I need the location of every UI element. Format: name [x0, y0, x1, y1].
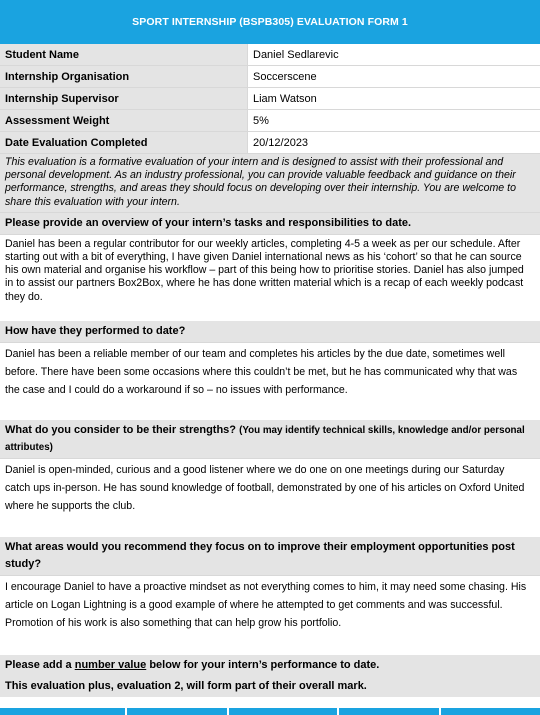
student-label: Student Name	[0, 44, 248, 65]
rating-table-header	[0, 708, 540, 715]
date-value: 20/12/2023	[253, 136, 309, 149]
student-value: Daniel Sedlarevic	[253, 48, 339, 61]
supervisor-row	[0, 88, 540, 110]
rating-underlined: number value	[74, 659, 147, 672]
student-row	[0, 44, 540, 66]
form-title: SPORT INTERNSHIP (BSPB305) EVALUATION FORM 1	[132, 16, 408, 28]
supervisor-label: Internship Supervisor	[0, 88, 248, 109]
weight-label: Assessment Weight	[0, 110, 248, 131]
rating-line-1	[5, 655, 535, 676]
rating-prefix: Please add a	[5, 659, 72, 672]
rating-col-1	[0, 708, 127, 715]
question-strengths-text: What do you consider to be their strengths?	[5, 423, 237, 436]
rating-col-3	[229, 708, 339, 715]
weight-row	[0, 110, 540, 132]
date-row	[0, 132, 540, 154]
date-label: Date Evaluation Completed	[0, 132, 248, 153]
question-strengths	[0, 420, 540, 459]
form-header	[0, 0, 540, 44]
organisation-value: Soccerscene	[253, 70, 317, 83]
intro-text: This evaluation is a formative evaluation of your intern and is designed to assist with their professional and personal development. As an industry professional, you can provide valuable feedback and guidance on their performance, strengths, and areas they should focus on developing over their internship. You are welcome to share this evaluation with your intern.	[0, 154, 540, 213]
rating-instructions	[0, 655, 540, 697]
question-tasks: Please provide an overview of your intern’s tasks and responsibilities to date.	[0, 213, 540, 235]
organisation-row	[0, 66, 540, 88]
weight-value: 5%	[253, 114, 269, 127]
answer-performance: Daniel has been a reliable member of our team and completes his articles by the due date, sometimes well before. There have been some occasions where this couldn’t be met, but he has communicated why that was the case and I could do a workaround if so – no issues with performance.	[0, 343, 540, 420]
supervisor-value: Liam Watson	[253, 92, 317, 105]
answer-tasks: Daniel has been a regular contributor for our weekly articles, completing 4-5 a week as per our schedule. After starting out with a bit of everything, I have given Daniel international news as his ‘cohort’ so that he can source his own material and organise his workflow – part of this being how to prioritise stories. Daniel has also jumped in to assist our partners Box2Box, where he has done written material which is a recap of each weekly podcast they do.	[0, 235, 540, 321]
rating-col-4	[339, 708, 441, 715]
rating-line-2: This evaluation plus, evaluation 2, will form part of their overall mark.	[5, 680, 367, 693]
rating-suffix: below for your intern’s performance to date.	[149, 659, 380, 672]
answer-strengths: Daniel is open-minded, curious and a good listener where we do one on one meetings during our Saturday catch ups in-person. He has sound knowledge of football, demonstrated by one of his articles on Oxford United where he supports the club.	[0, 459, 540, 537]
rating-col-2	[127, 708, 229, 715]
question-strengths-note: (You may identify technical skills, knowledge and/or personal attributes)	[5, 424, 525, 453]
question-performance: How have they performed to date?	[0, 321, 540, 343]
organisation-label: Internship Organisation	[0, 66, 248, 87]
answer-improvement: I encourage Daniel to have a proactive mindset as not everything comes to him, it may need some chasing. His article on Logan Lightning is a good example of where he attempted to get comments and was successful. Promotion of his work is also something that can help grow his portfolio.	[0, 576, 540, 655]
question-improvement: What areas would you recommend they focus on to improve their employment opportunities post study?	[0, 537, 540, 576]
